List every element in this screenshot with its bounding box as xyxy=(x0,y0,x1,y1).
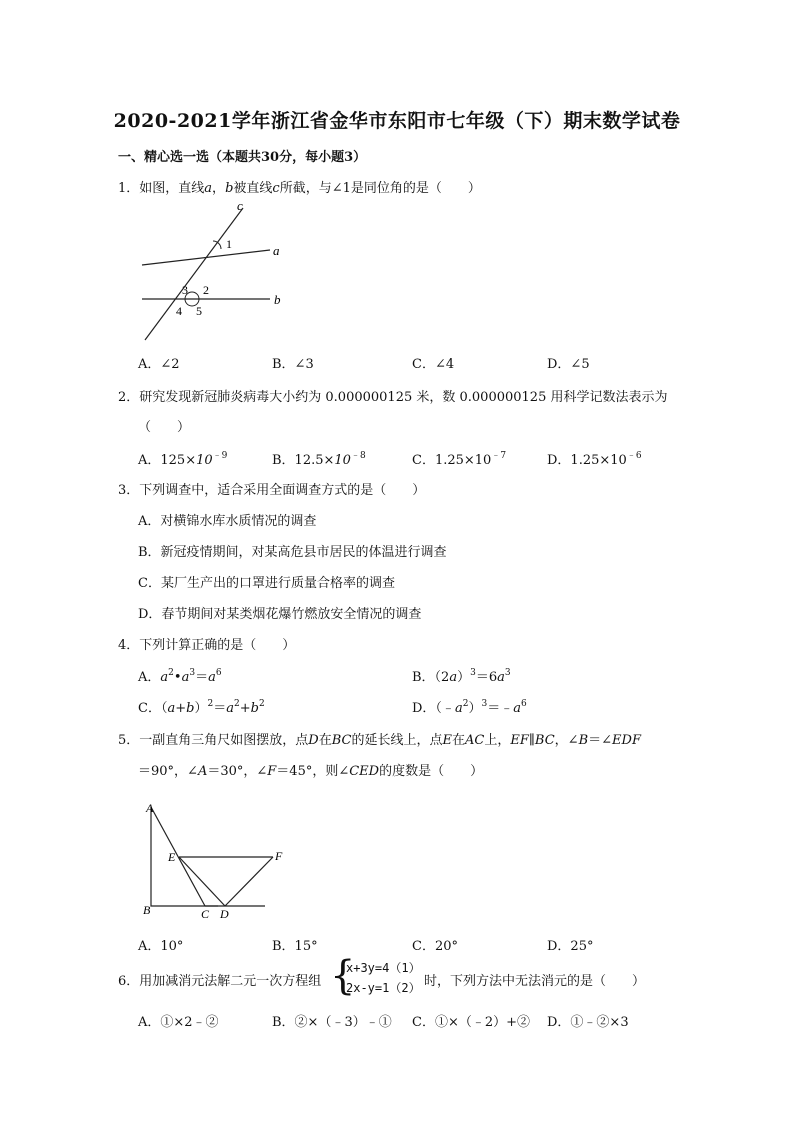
question-4-stem: 4．下列计算正确的是（ ） xyxy=(118,638,296,653)
q1-option-b[interactable]: B．∠3 xyxy=(272,357,314,372)
q4-option-a[interactable]: A．$a^2•a^3=a^6$ xyxy=(138,668,222,685)
label-D: D xyxy=(220,907,229,920)
q6-option-b[interactable]: B．②×（﹣3）﹣① xyxy=(272,1015,392,1030)
label-angle-1: 1 xyxy=(226,237,232,251)
question-2-paren: （ ） xyxy=(138,420,191,435)
label-b: b xyxy=(274,292,281,307)
label-angle-4: 4 xyxy=(176,304,182,318)
q6-option-a[interactable]: A．①×2﹣② xyxy=(138,1015,219,1030)
q3-option-a[interactable]: A．对横锦水库水质情况的调查 xyxy=(138,514,317,529)
q6-option-d[interactable]: D．①﹣②×3 xyxy=(547,1015,629,1030)
equation-system-brace: { xyxy=(330,953,356,999)
q5-option-a[interactable]: A．10° xyxy=(138,939,184,954)
question-6-stem-post: 时，下列方法中无法消元的是（ ） xyxy=(424,974,646,989)
segment-ed xyxy=(179,857,225,906)
angle-1-arc xyxy=(213,241,221,249)
q5-option-c[interactable]: C．20° xyxy=(412,939,458,954)
q4-option-c[interactable]: C．$(a+b)^2=a^2+b^2$ xyxy=(138,699,265,716)
q5-option-d[interactable]: D．25° xyxy=(547,939,594,954)
q2-option-b[interactable]: B．$12.5\times 10^{﹣8}$ xyxy=(272,451,366,468)
q2-option-d[interactable]: D．$1.25\times 10^{﹣6}$ xyxy=(547,451,642,468)
q1-option-c[interactable]: C．∠4 xyxy=(412,357,455,372)
label-B: B xyxy=(143,903,151,917)
equation-2: 2x-y=1（2） xyxy=(346,981,421,995)
label-c: c xyxy=(237,198,243,213)
question-3-stem: 3．下列调查中，适合采用全面调查方式的是（ ） xyxy=(118,483,426,498)
question-5-stem-line2: ＝90°，∠A＝30°，∠F＝45°，则∠CED的度数是（ ） xyxy=(138,764,484,779)
equation-1: x+3y=4（1） xyxy=(346,961,421,975)
q4-option-d[interactable]: D．$(﹣a^2)^3=﹣a^6$ xyxy=(412,699,527,716)
paper-title: 2020-2021学年浙江省金华市东阳市七年级（下）期末数学试卷 xyxy=(113,110,681,132)
question-5-figure xyxy=(140,790,300,920)
label-angle-3: 3 xyxy=(182,283,188,297)
label-C: C xyxy=(201,907,210,920)
q5-option-b[interactable]: B．15° xyxy=(272,939,318,954)
q3-option-d[interactable]: D．春节期间对某类烟花爆竹燃放安全情况的调查 xyxy=(138,607,422,622)
question-2-stem: 2．研究发现新冠肺炎病毒大小约为 0.000000125 米，数 0.000000125 用科学记数法表示为 xyxy=(118,390,668,405)
question-5-stem-line1: 5．一副直角三角尺如图摆放，点D在BC的延长线上，点E在AC上，EF∥BC，∠B＝∠EDF xyxy=(118,733,641,748)
q1-option-a[interactable]: A．∠2 xyxy=(138,357,180,372)
line-c xyxy=(145,208,243,340)
q6-option-c[interactable]: C．①×（﹣2）+② xyxy=(412,1015,531,1030)
section-heading: 一、精心选一选（本题共30分，每小题3） xyxy=(118,150,367,165)
equation-system xyxy=(346,958,421,998)
question-1-figure xyxy=(130,198,300,348)
q2-option-a[interactable]: A．$125\times 10^{﹣9}$ xyxy=(138,451,228,468)
question-6-stem-pre: 6．用加减消元法解二元一次方程组 xyxy=(118,974,322,989)
q3-option-c[interactable]: C．某厂生产出的口罩进行质量合格率的调查 xyxy=(138,576,395,591)
label-A: A xyxy=(146,801,154,815)
label-E: E xyxy=(168,850,176,864)
q3-option-b[interactable]: B．新冠疫情期间，对某高危县市居民的体温进行调查 xyxy=(138,545,447,560)
label-angle-2: 2 xyxy=(203,283,209,297)
label-angle-5: 5 xyxy=(196,304,202,318)
label-a: a xyxy=(273,243,280,258)
q2-option-c[interactable]: C．$1.25\times 10^{﹣7}$ xyxy=(412,451,507,468)
question-1-stem: 1．如图，直线a，b被直线c所截，与∠1是同位角的是（ ） xyxy=(118,181,481,196)
q1-option-d[interactable]: D．∠5 xyxy=(547,357,590,372)
q4-option-b[interactable]: B．$(2a)^3=6a^3$ xyxy=(412,668,511,685)
segment-df xyxy=(225,857,273,906)
label-F: F xyxy=(275,849,283,863)
